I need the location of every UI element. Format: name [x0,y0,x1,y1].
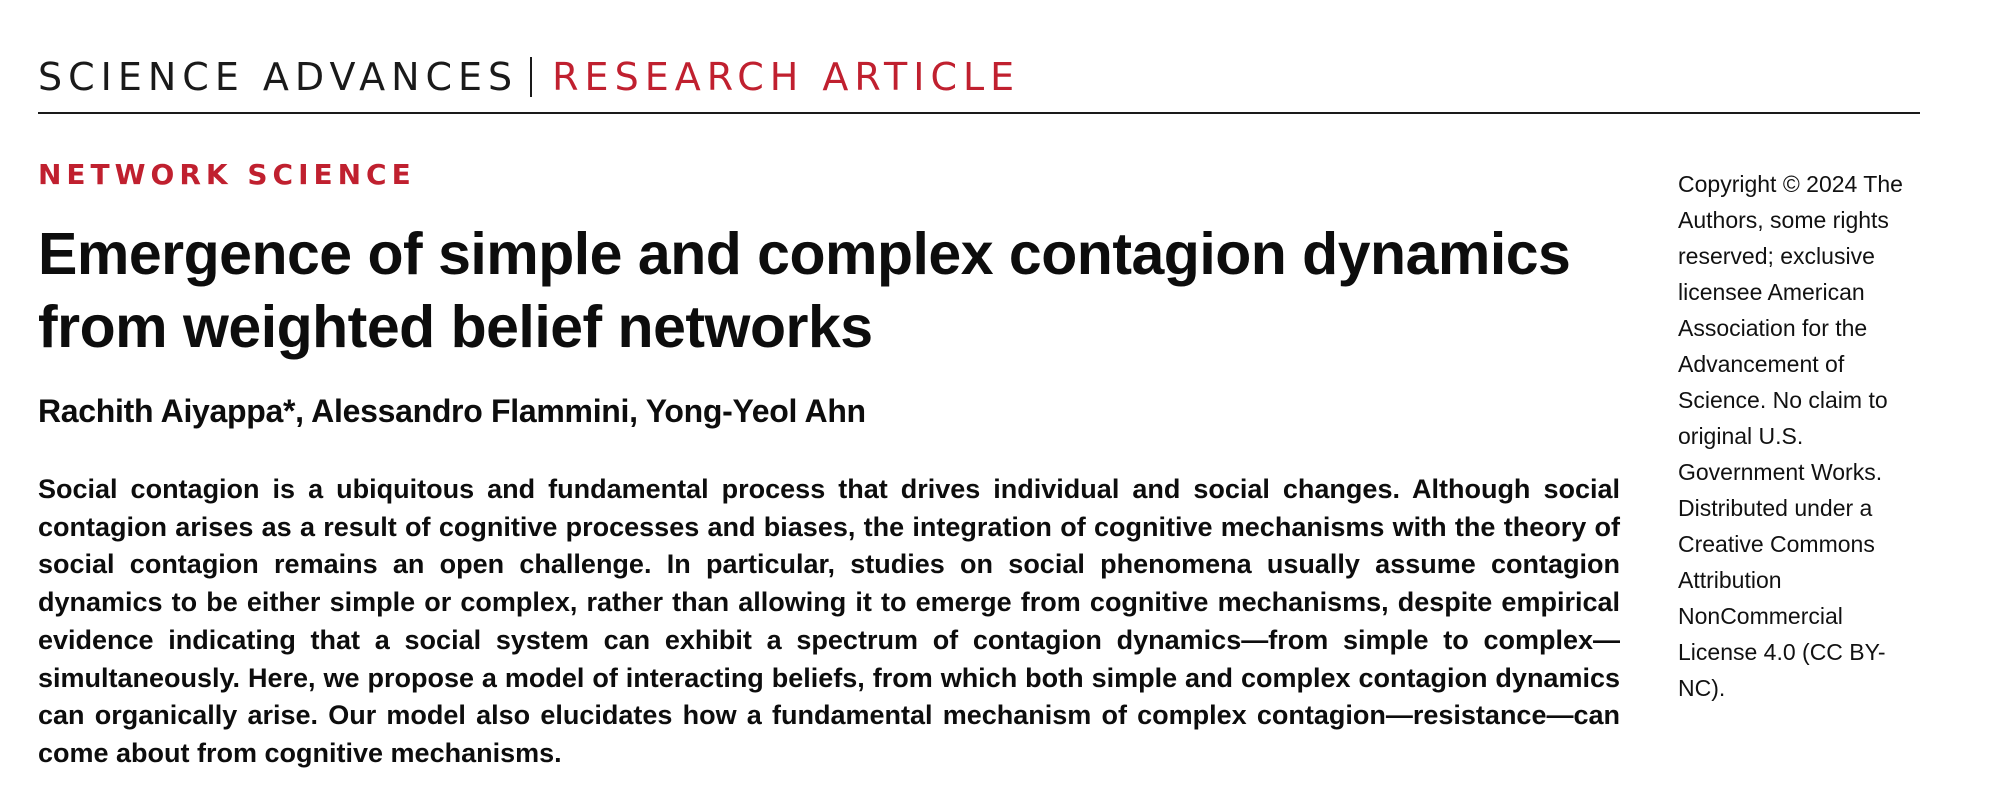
section-label: NETWORK SCIENCE [38,158,416,191]
journal-name: SCIENCE ADVANCES [38,55,519,99]
article-type: RESEARCH ARTICLE [552,55,1021,99]
abstract: Social contagion is a ubiquitous and fundamental process that drives individual and social changes. Although social contagion arises as a result of cognitive processes and biases, the integration of cognitive mechanisms with the theory of social contagion remains an open challenge. In particular, studies on social phenomena usually assume contagion dynamics to be either simple or complex, rather than allowing it to emerge from cognitive mechanisms, despite empirical evidence indicating that a social system can exhibit a spectrum of contagion dynamics—from simple to complex—simultaneously. Here, we propose a model of interacting beliefs, from which both simple and complex contagion dynamics can organically arise. Our model also elucidates how a fundamental mechanism of complex contagion—resistance—can come about from cognitive mechanisms. [38,474,1620,768]
masthead-divider [530,57,532,97]
copyright-notice: Copyright © 2024 The Authors, some rights reserved; exclusive licensee American Association for the Advancement of Science. No claim to original U.S. Government Works. Distributed under a Creative Commons Attribution NonCommercial License 4.0 (CC BY-NC). [1678,171,1903,701]
article-title: Emergence of simple and complex contagion dynamics from weighted belief networks [38,221,1571,360]
journal-masthead [38,50,1920,114]
author-list: Rachith Aiyappa*, Alessandro Flammini, Yong-Yeol Ahn [38,393,866,429]
